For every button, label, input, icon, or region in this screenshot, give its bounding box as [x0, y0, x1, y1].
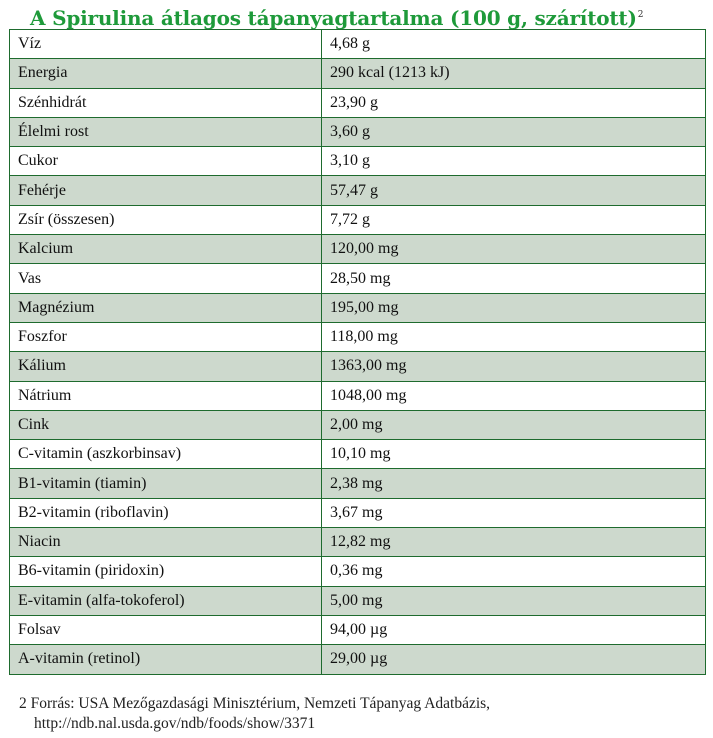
table-row [10, 59, 706, 88]
nutrient-name-cell: Niacin [10, 528, 322, 557]
nutrient-name-cell: Élelmi rost [10, 117, 322, 146]
table-row [10, 528, 706, 557]
nutrient-value-cell: 0,36 mg [322, 557, 706, 586]
title-text: A Spirulina átlagos tápanyagtartalma (100 g, szárított) [30, 6, 637, 30]
footnote-url[interactable]: http://ndb.nal.usda.gov/ndb/foods/show/3371 [34, 715, 316, 732]
nutrient-name-cell: Zsír (összesen) [10, 205, 322, 234]
nutrient-value-cell: 195,00 mg [322, 293, 706, 322]
nutrient-name-cell: Magnézium [10, 293, 322, 322]
nutrient-value-cell: 3,10 g [322, 147, 706, 176]
nutrient-value-cell: 2,00 mg [322, 410, 706, 439]
footnote-ref: 2 [637, 10, 644, 20]
table-row [10, 498, 706, 527]
nutrient-name-cell: Vas [10, 264, 322, 293]
table-row [10, 264, 706, 293]
nutrient-name-cell: Folsav [10, 615, 322, 644]
nutrient-value-cell: 4,68 g [322, 30, 706, 59]
nutrient-name-cell: Cink [10, 410, 322, 439]
nutrient-name-cell: Cukor [10, 147, 322, 176]
table-row [10, 147, 706, 176]
table-row [10, 322, 706, 351]
nutrient-value-cell: 1363,00 mg [322, 352, 706, 381]
nutrient-name-cell: C-vitamin (aszkorbinsav) [10, 440, 322, 469]
nutrient-value-cell: 5,00 mg [322, 586, 706, 615]
nutrient-name-cell: E-vitamin (alfa-tokoferol) [10, 586, 322, 615]
nutrient-value-cell: 3,67 mg [322, 498, 706, 527]
table-row [10, 469, 706, 498]
table-row [10, 30, 706, 59]
table-row [10, 205, 706, 234]
table-row [10, 117, 706, 146]
nutrient-name-cell: Szénhidrát [10, 88, 322, 117]
table-row [10, 615, 706, 644]
table-row [10, 293, 706, 322]
table-row [10, 235, 706, 264]
table-row [10, 586, 706, 615]
nutrient-value-cell: 118,00 mg [322, 322, 706, 351]
nutrient-table-body [10, 30, 706, 675]
nutrient-name-cell: B1-vitamin (tiamin) [10, 469, 322, 498]
nutrient-value-cell: 290 kcal (1213 kJ) [322, 59, 706, 88]
footnote [19, 694, 490, 734]
nutrient-value-cell: 1048,00 mg [322, 381, 706, 410]
nutrient-value-cell: 120,00 mg [322, 235, 706, 264]
nutrient-name-cell: Foszfor [10, 322, 322, 351]
nutrient-value-cell: 29,00 µg [322, 645, 706, 674]
nutrient-name-cell: A-vitamin (retinol) [10, 645, 322, 674]
table-row [10, 410, 706, 439]
nutrient-value-cell: 94,00 µg [322, 615, 706, 644]
table-row [10, 440, 706, 469]
nutrient-name-cell: Energia [10, 59, 322, 88]
table-row [10, 352, 706, 381]
nutrient-value-cell: 10,10 mg [322, 440, 706, 469]
table-row [10, 88, 706, 117]
nutrient-value-cell: 23,90 g [322, 88, 706, 117]
nutrient-value-cell: 3,60 g [322, 117, 706, 146]
nutrient-name-cell: Fehérje [10, 176, 322, 205]
nutrient-table [9, 29, 706, 675]
nutrient-name-cell: Víz [10, 30, 322, 59]
table-row [10, 645, 706, 674]
nutrient-name-cell: B6-vitamin (piridoxin) [10, 557, 322, 586]
nutrient-name-cell: B2-vitamin (riboflavin) [10, 498, 322, 527]
nutrient-value-cell: 7,72 g [322, 205, 706, 234]
page-title [30, 2, 643, 31]
nutrient-value-cell: 12,82 mg [322, 528, 706, 557]
table-row [10, 557, 706, 586]
nutrient-name-cell: Nátrium [10, 381, 322, 410]
nutrient-value-cell: 2,38 mg [322, 469, 706, 498]
table-row [10, 176, 706, 205]
nutrient-name-cell: Kálium [10, 352, 322, 381]
footnote-text: 2 Forrás: USA Mezőgazdasági Minisztérium, Nemzeti Tápanyag Adatbázis, [19, 695, 491, 712]
table-row [10, 381, 706, 410]
nutrient-value-cell: 57,47 g [322, 176, 706, 205]
nutrient-name-cell: Kalcium [10, 235, 322, 264]
nutrient-value-cell: 28,50 mg [322, 264, 706, 293]
